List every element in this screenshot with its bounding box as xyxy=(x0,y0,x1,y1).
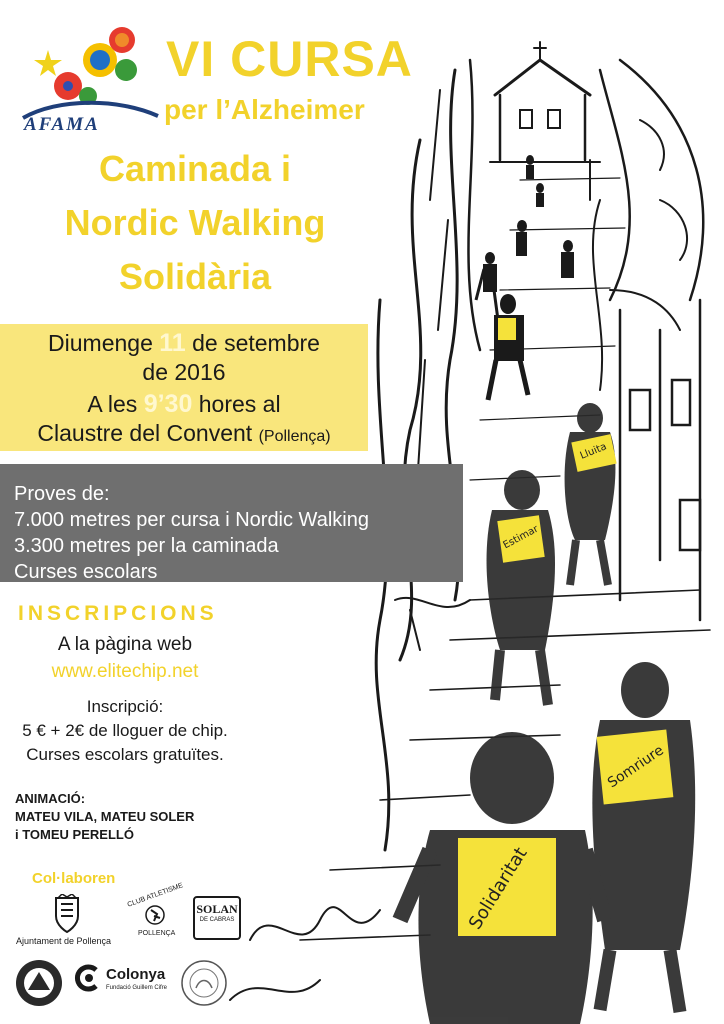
inscripcions-web-label: A la pàgina web xyxy=(57,634,193,655)
colonya-mark-icon xyxy=(74,964,104,992)
time-prefix: A les xyxy=(87,391,138,417)
venue-town: (Pollença) xyxy=(258,428,331,445)
solan-de-cabras-logo xyxy=(193,896,241,940)
solan-label: SOLAN xyxy=(196,902,238,916)
date-line1 xyxy=(0,329,368,358)
date-line2: de 2016 xyxy=(142,359,226,385)
ajuntament-label: Ajuntament de Pollença xyxy=(16,936,112,946)
headline-line3: Solidària xyxy=(118,256,272,297)
club-atletisme-logo xyxy=(124,882,186,950)
colonya-logo xyxy=(74,964,174,1004)
headline-line1: Caminada i xyxy=(98,148,292,189)
animacio-line2: i TOMEU PERELLÓ xyxy=(15,827,134,842)
solan-sub-label: DE CABRAS xyxy=(199,917,235,923)
cooperativa-seal-icon xyxy=(176,958,232,1008)
colonya-sub-label: Fundació Guillem Cifre xyxy=(106,985,168,991)
inscripcio-fee: 5 € + 2€ de lloguer de chip. xyxy=(22,721,228,740)
date-weekday: Diumenge xyxy=(48,330,153,356)
note-lluita: Lluita xyxy=(571,434,616,472)
inscripcio-label: Inscripció: xyxy=(86,697,164,716)
inscripcio-free: Curses escolars gratuïtes. xyxy=(26,745,224,764)
afama-logo-text: AFAMA xyxy=(24,114,100,135)
animacio-title: ANIMACIÓ: xyxy=(15,791,86,806)
afama-logo xyxy=(18,20,163,138)
inscripcions-title: INSCRIPCIONS xyxy=(18,602,218,625)
club-label: CLUB ATLETISME xyxy=(126,882,185,909)
date-line3 xyxy=(0,390,368,419)
ajuntament-logo xyxy=(12,894,122,950)
time-suffix: hores al xyxy=(198,391,281,417)
proves-item: 3.300 metres per la caminada xyxy=(14,535,279,557)
note-solidaritat: Solidaritat xyxy=(458,838,556,936)
animacio-line1: MATEU VILA, MATEU SOLER xyxy=(15,809,195,824)
note-square-small xyxy=(498,318,516,340)
inscripcions-web-link[interactable]: www.elitechip.net xyxy=(51,661,199,682)
colonya-label: Colonya xyxy=(106,966,166,983)
proves-item: 7.000 metres per cursa i Nordic Walking xyxy=(14,509,369,531)
club-sub-label: POLLENÇA xyxy=(138,930,176,937)
date-line4 xyxy=(0,420,368,447)
date-month: de setembre xyxy=(192,330,320,356)
note-somriure: Somriure xyxy=(597,730,674,805)
title-line2: per l’Alzheimer xyxy=(164,94,365,125)
time-value: 9’30 xyxy=(143,390,193,418)
proves-title: Proves de: xyxy=(14,483,110,505)
venue-name: Claustre del Convent xyxy=(37,420,253,446)
proteccio-civil-logo xyxy=(14,958,64,1008)
title-line1: VI CURSA xyxy=(166,31,413,87)
ajuntament-crest-icon xyxy=(12,894,122,934)
collaboren-title: Col·laboren xyxy=(32,870,116,887)
proteccio-civil-badge-icon xyxy=(14,958,64,1008)
cooperativa-logo xyxy=(176,958,232,1008)
proves-item: Curses escolars xyxy=(14,561,158,583)
note-estimar: Estimar xyxy=(497,515,544,562)
headline-line2: Nordic Walking xyxy=(64,202,326,243)
date-day: 11 xyxy=(159,329,186,357)
